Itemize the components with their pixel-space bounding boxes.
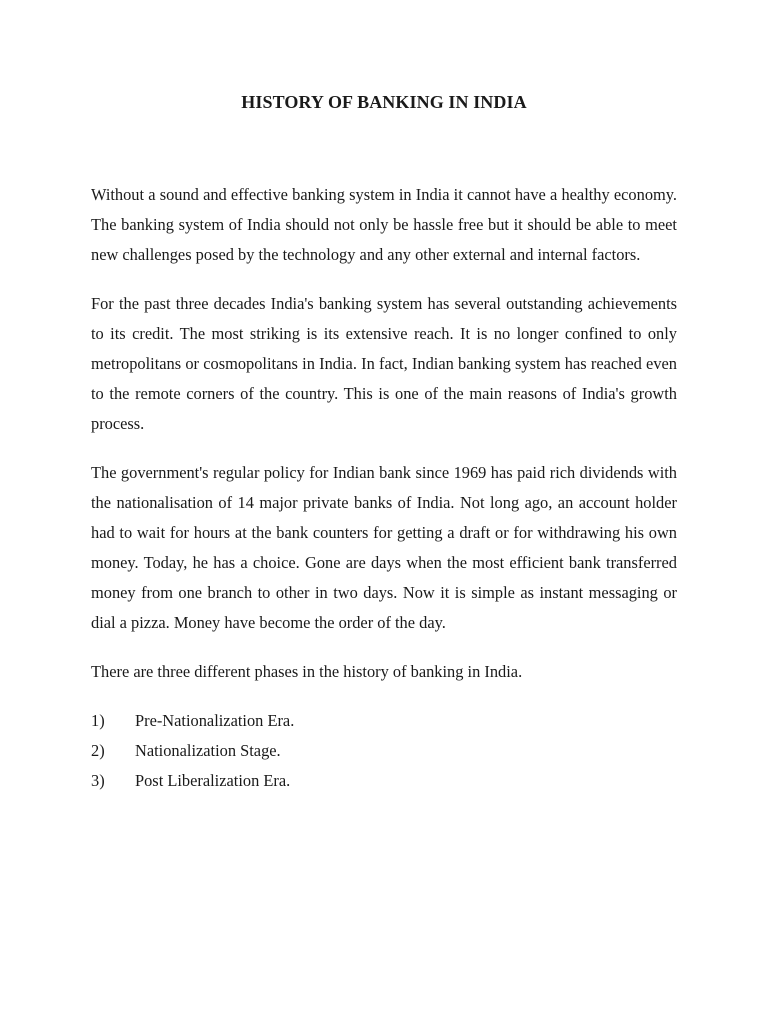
page-title: HISTORY OF BANKING IN INDIA xyxy=(241,92,527,112)
list-item-label: Post Liberalization Era. xyxy=(135,771,291,790)
list-item-number: 2) xyxy=(91,741,105,760)
list-item xyxy=(91,706,677,736)
list-item xyxy=(91,736,677,766)
phases-list xyxy=(91,706,677,796)
list-item-label: Nationalization Stage. xyxy=(135,741,281,760)
list-item-number: 3) xyxy=(91,771,105,790)
paragraph-achievements: For the past three decades India's banking system has several outstanding achievements to its credit. The most striking is its extensive reach. It is no longer confined to only metropolitans or cosmopolitans in India. In fact, Indian banking system has reached even to the remote corners of the country. This is one of the main reasons of India's growth process. xyxy=(91,294,677,433)
paragraph-phases-intro: There are three different phases in the history of banking in India. xyxy=(91,662,523,681)
paragraph-government-policy: The government's regular policy for Indian bank since 1969 has paid rich dividends with the nationalisation of 14 major private banks of India. Not long ago, an account holder had to wait for hours at the bank counters for getting a draft or for withdrawing his own money. Today, he has a choice. Gone are days when the most efficient bank transferred money from one branch to other in two days. Now it is simple as instant messaging or dial a pizza. Money have become the order of the day. xyxy=(91,463,677,632)
list-item-label: Pre-Nationalization Era. xyxy=(135,711,295,730)
paragraph-intro: Without a sound and effective banking system in India it cannot have a healthy economy. The banking system of India should not only be hassle free but it should be able to meet new challenges posed by the technology and any other external and internal factors. xyxy=(91,185,677,264)
list-item xyxy=(91,766,677,796)
list-item-number: 1) xyxy=(91,711,105,730)
